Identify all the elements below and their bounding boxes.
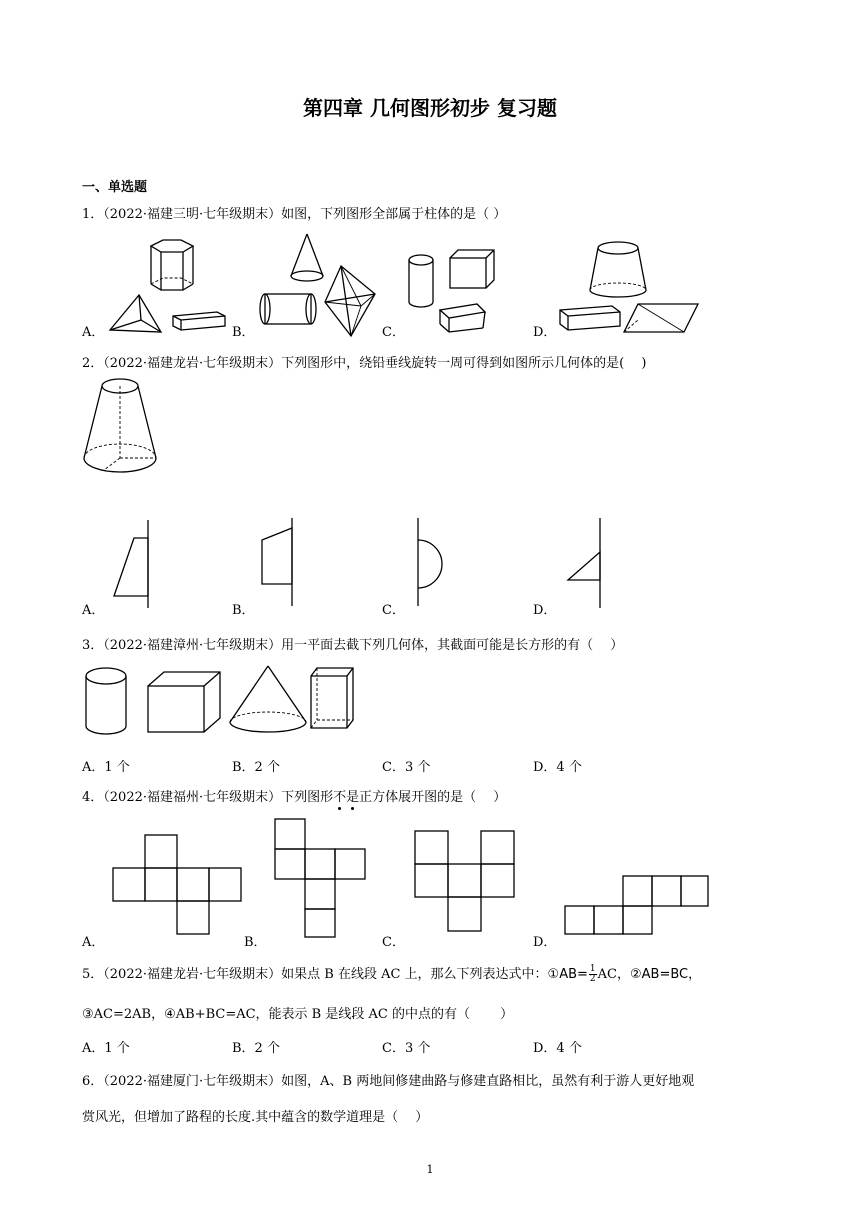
q1-figure-a <box>105 240 235 335</box>
q1-option-c: C． <box>382 325 405 340</box>
section-heading: 一、单选题 <box>82 180 148 195</box>
q2-figure-c <box>408 518 448 610</box>
question-2-text: 2．（2022·福建龙岩·七年级期末）下列图形中，绕铅垂线旋转一周可得到如图所示几何体的是( ) <box>82 356 647 371</box>
q4-net-c <box>414 830 516 934</box>
question-5-line-2: ③AC=2AB，④AB+BC=AC，能表示 B 是线段 AC 的中点的有（ ） <box>82 1007 514 1022</box>
q2-option-d: D． <box>533 603 557 618</box>
page-title: 第四章 几何图形初步 复习题 <box>303 96 557 120</box>
q1-option-b: B． <box>232 325 255 340</box>
q1-figure-b <box>255 232 390 337</box>
q1-figure-d <box>558 240 708 335</box>
q5-option-d: D．4 个 <box>533 1041 582 1056</box>
q2-figure-a <box>104 520 154 610</box>
question-4-text: 4．（2022·福建福州·七年级期末）下列图形不是正方体展开图的是（ ） <box>82 790 507 805</box>
page-number: 1 <box>426 1163 434 1176</box>
question-5-line-1: 5．（2022·福建龙岩·七年级期末）如果点 B 在线段 AC 上，那么下列表达式中：①AB= $\frac{1}{2}$ AC，②AB=BC， <box>82 964 702 984</box>
q2-option-a: A． <box>82 603 105 618</box>
question-3-text: 3．（2022·福建漳州·七年级期末）用一平面去截下列几何体，其截面可能是长方形的有（ ） <box>82 638 624 653</box>
q3-option-b: B．2 个 <box>232 760 280 775</box>
q3-option-c: C．3 个 <box>382 760 431 775</box>
q2-figure-b <box>258 518 298 610</box>
q1-option-a: A． <box>82 325 105 340</box>
q1-option-d: D． <box>533 325 557 340</box>
q4-net-d <box>564 875 710 937</box>
q4-option-b: B． <box>244 935 267 950</box>
fraction-one-half: $\frac{1}{2}$ <box>589 964 596 984</box>
q3-option-a: A．1 个 <box>82 760 130 775</box>
q2-figure-d <box>560 518 605 610</box>
emphasis-mark: 不 <box>333 790 347 805</box>
q4-option-d: D． <box>533 935 557 950</box>
q1-figure-c <box>405 244 515 334</box>
q2-option-b: B． <box>232 603 255 618</box>
q4-option-a: A． <box>82 935 105 950</box>
q4-option-c: C． <box>382 935 405 950</box>
q3-solids-figure <box>82 664 372 744</box>
q2-frustum-figure <box>82 376 162 486</box>
q2-option-c: C． <box>382 603 405 618</box>
q5-option-a: A．1 个 <box>82 1041 130 1056</box>
q4-net-a <box>112 835 244 937</box>
q4-net-b <box>274 818 370 940</box>
question-6-line-1: 6．（2022·福建厦门·七年级期末）如图，A、B 两地间修建曲路与修建直路相比，虽然有利于游人更好地观 <box>82 1074 695 1089</box>
question-1-text: 1．（2022·福建三明·七年级期末）如图，下列图形全部属于柱体的是（ ） <box>82 207 507 222</box>
q3-option-d: D．4 个 <box>533 760 582 775</box>
question-6-line-2: 赏风光，但增加了路程的长度.其中蕴含的数学道理是（ ） <box>82 1110 429 1125</box>
q5-option-c: C．3 个 <box>382 1041 431 1056</box>
emphasis-mark: 是 <box>346 790 360 805</box>
q5-option-b: B．2 个 <box>232 1041 280 1056</box>
